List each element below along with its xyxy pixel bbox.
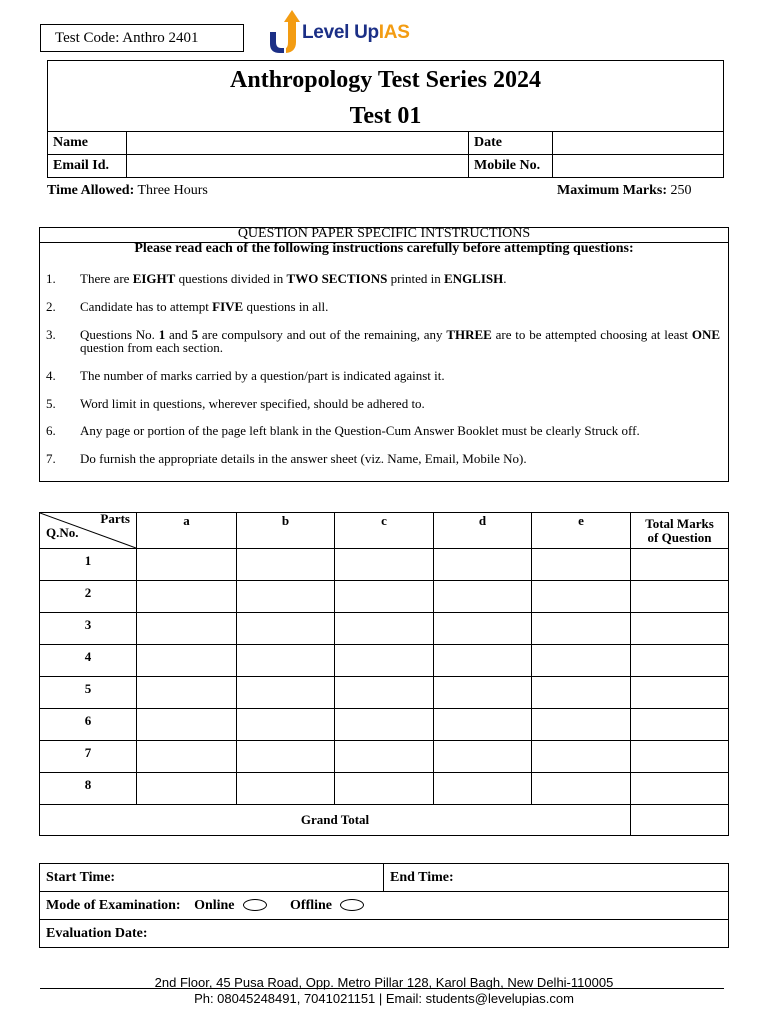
marks-cell[interactable] xyxy=(532,549,631,581)
column-header-d: d xyxy=(434,513,532,549)
exam-details-table xyxy=(39,863,729,948)
grand-total-label: Grand Total xyxy=(40,805,631,836)
total-marks-cell[interactable] xyxy=(631,581,729,613)
qno-label: Q.No. xyxy=(46,525,79,540)
offline-label: Offline xyxy=(290,897,333,913)
title-box xyxy=(47,60,724,178)
instruction-emphasis: FIVE xyxy=(212,299,244,314)
marks-cell[interactable] xyxy=(335,741,434,773)
instruction-emphasis: 5 xyxy=(191,327,199,342)
instruction-number: 2. xyxy=(46,299,56,314)
marks-cell[interactable] xyxy=(237,613,335,645)
instructions-box xyxy=(39,227,729,482)
instruction-segment: questions in all. xyxy=(243,299,329,314)
instruction-segment: There are xyxy=(80,271,133,286)
question-number: 8 xyxy=(40,773,137,805)
instruction-segment: . xyxy=(503,271,507,286)
marks-cell[interactable] xyxy=(532,741,631,773)
column-header-c: c xyxy=(335,513,434,549)
end-time-label: End Time: xyxy=(390,869,454,885)
marks-cell[interactable] xyxy=(335,645,434,677)
marks-cell[interactable] xyxy=(237,741,335,773)
table-row xyxy=(40,549,729,581)
grand-total-field[interactable] xyxy=(631,805,729,836)
online-radio[interactable] xyxy=(243,899,267,911)
instruction-segment: Word limit in questions, wherever specified, should be adhered to. xyxy=(80,396,425,411)
marks-cell[interactable] xyxy=(137,741,237,773)
online-label: Online xyxy=(194,897,235,913)
instruction-text xyxy=(80,397,720,410)
marks-cell[interactable] xyxy=(237,677,335,709)
table-row xyxy=(40,645,729,677)
instruction-segment: Questions No. xyxy=(80,327,159,342)
marks-cell[interactable] xyxy=(137,645,237,677)
instruction-emphasis: 1 xyxy=(158,327,166,342)
instruction-number: 4. xyxy=(46,368,56,383)
footer-divider xyxy=(40,988,724,989)
marks-cell[interactable] xyxy=(237,645,335,677)
table-row xyxy=(40,709,729,741)
marks-cell[interactable] xyxy=(532,645,631,677)
table-row xyxy=(40,677,729,709)
marks-table xyxy=(39,512,729,836)
date-field[interactable] xyxy=(553,132,724,155)
instruction-number: 7. xyxy=(46,451,56,466)
marks-cell[interactable] xyxy=(434,581,532,613)
total-marks-cell[interactable] xyxy=(631,613,729,645)
date-label: Date xyxy=(469,132,553,155)
marks-cell[interactable] xyxy=(335,677,434,709)
instruction-segment: Any page or portion of the page left blank in the Question-Cum Answer Booklet must be clearly Struck off. xyxy=(80,423,640,438)
page-title: Anthropology Test Series 2024 xyxy=(230,67,541,93)
column-header-e: e xyxy=(532,513,631,549)
candidate-info-table xyxy=(47,131,724,178)
instruction-segment: Candidate has to attempt xyxy=(80,299,213,314)
total-marks-cell[interactable] xyxy=(631,645,729,677)
instruction-emphasis: ENGLISH xyxy=(444,271,504,286)
end-time-field[interactable] xyxy=(384,864,729,892)
marks-cell[interactable] xyxy=(237,709,335,741)
instruction-segment: are to be attempted choosing at least xyxy=(491,327,692,342)
question-number: 7 xyxy=(40,741,137,773)
marks-cell[interactable] xyxy=(532,677,631,709)
instruction-text xyxy=(80,272,720,285)
evaluation-date-field[interactable] xyxy=(40,920,729,948)
footer-address: 2nd Floor, 45 Pusa Road, Opp. Metro Pillar 128, Karol Bagh, New Delhi-110005 xyxy=(154,975,614,990)
marks-cell[interactable] xyxy=(532,709,631,741)
marks-cell[interactable] xyxy=(237,773,335,805)
marks-cell[interactable] xyxy=(137,773,237,805)
instruction-text xyxy=(80,328,720,354)
time-allowed-label: Time Allowed: xyxy=(47,183,135,198)
marks-cell[interactable] xyxy=(532,581,631,613)
total-marks-cell[interactable] xyxy=(631,741,729,773)
total-marks-cell[interactable] xyxy=(631,677,729,709)
instruction-segment: question from each section. xyxy=(80,340,223,355)
instruction-text xyxy=(80,300,720,313)
marks-cell[interactable] xyxy=(434,645,532,677)
instructions-subtitle: Please read each of the following instructions carefully before attempting questions: xyxy=(134,241,634,256)
logo-text-ias: IAS xyxy=(378,22,410,43)
column-header-b: b xyxy=(237,513,335,549)
time-allowed-value: Three Hours xyxy=(134,183,208,198)
marks-cell[interactable] xyxy=(434,709,532,741)
instruction-text xyxy=(80,369,720,382)
mode-label: Mode of Examination: xyxy=(46,897,181,913)
marks-cell[interactable] xyxy=(335,709,434,741)
marks-cell[interactable] xyxy=(434,613,532,645)
total-marks-cell[interactable] xyxy=(631,773,729,805)
test-code: Test Code: Anthro 2401 xyxy=(55,30,199,46)
marks-cell[interactable] xyxy=(335,549,434,581)
instruction-number: 6. xyxy=(46,423,56,438)
maximum-marks xyxy=(557,183,692,199)
time-allowed xyxy=(47,183,208,199)
start-time-field[interactable] xyxy=(40,864,384,892)
level-up-ias-logo xyxy=(264,6,444,56)
instructions-title: QUESTION PAPER SPECIFIC INTSTRUCTIONS xyxy=(237,226,531,241)
instruction-emphasis: TWO SECTIONS xyxy=(286,271,388,286)
instruction-segment: Do furnish the appropriate details in the answer sheet (viz. Name, Email, Mobile No). xyxy=(80,451,527,466)
marks-cell[interactable] xyxy=(434,741,532,773)
marks-cell[interactable] xyxy=(237,549,335,581)
marks-cell[interactable] xyxy=(532,773,631,805)
marks-cell[interactable] xyxy=(137,677,237,709)
total-marks-cell[interactable] xyxy=(631,549,729,581)
instruction-segment: The number of marks carried by a question/part is indicated against it. xyxy=(80,368,445,383)
footer-contact: Ph: 08045248491, 7041021151 | Email: students@levelupias.com xyxy=(194,991,574,1006)
mobile-field[interactable] xyxy=(553,155,724,178)
column-header-a: a xyxy=(137,513,237,549)
marks-table-body xyxy=(40,549,729,805)
marks-cell[interactable] xyxy=(434,549,532,581)
marks-cell[interactable] xyxy=(532,613,631,645)
question-number: 4 xyxy=(40,645,137,677)
email-label: Email Id. xyxy=(48,155,127,178)
evaluation-date-label: Evaluation Date: xyxy=(46,925,148,941)
instruction-segment: and xyxy=(165,327,192,342)
maximum-marks-value: 250 xyxy=(667,183,692,198)
table-row xyxy=(40,741,729,773)
column-header-total xyxy=(631,513,729,549)
start-time-label: Start Time: xyxy=(46,869,116,885)
mobile-label: Mobile No. xyxy=(469,155,553,178)
instruction-emphasis: ONE xyxy=(691,327,720,342)
marks-cell[interactable] xyxy=(137,709,237,741)
question-number: 2 xyxy=(40,581,137,613)
table-row xyxy=(40,613,729,645)
logo-arrow-icon xyxy=(264,6,304,56)
instruction-emphasis: THREE xyxy=(446,327,492,342)
offline-radio[interactable] xyxy=(340,899,364,911)
parts-label: Parts xyxy=(100,511,130,526)
logo-text-main: Level Up xyxy=(302,22,379,43)
instruction-segment: questions divided in xyxy=(175,271,287,286)
instruction-emphasis: EIGHT xyxy=(132,271,176,286)
table-row xyxy=(40,773,729,805)
mode-of-examination-row xyxy=(40,892,729,920)
instruction-number: 1. xyxy=(46,271,56,286)
marks-cell[interactable] xyxy=(137,549,237,581)
marks-cell[interactable] xyxy=(335,613,434,645)
instruction-segment: are compulsory and out of the remaining, any xyxy=(198,327,447,342)
name-label: Name xyxy=(48,132,127,155)
instruction-number: 3. xyxy=(46,327,56,342)
marks-cell[interactable] xyxy=(137,613,237,645)
email-field[interactable] xyxy=(127,155,469,178)
instruction-number: 5. xyxy=(46,396,56,411)
marks-cell[interactable] xyxy=(434,677,532,709)
question-number: 3 xyxy=(40,613,137,645)
table-row xyxy=(40,581,729,613)
marks-cell[interactable] xyxy=(335,773,434,805)
total-marks-cell[interactable] xyxy=(631,709,729,741)
marks-cell[interactable] xyxy=(434,773,532,805)
maximum-marks-label: Maximum Marks: xyxy=(557,183,668,198)
instruction-segment: printed in xyxy=(387,271,445,286)
instruction-text xyxy=(80,452,720,465)
total-label-1: Total Marks xyxy=(645,515,714,531)
question-number: 6 xyxy=(40,709,137,741)
question-number: 5 xyxy=(40,677,137,709)
marks-cell[interactable] xyxy=(335,581,434,613)
marks-cell[interactable] xyxy=(137,581,237,613)
question-number: 1 xyxy=(40,549,137,581)
marks-cell[interactable] xyxy=(237,581,335,613)
name-field[interactable] xyxy=(127,132,469,155)
test-code-box xyxy=(40,24,244,52)
total-label-2: of Question xyxy=(647,529,712,545)
page-subtitle: Test 01 xyxy=(349,103,422,129)
marks-header-corner xyxy=(40,513,137,549)
instruction-text xyxy=(80,424,720,437)
